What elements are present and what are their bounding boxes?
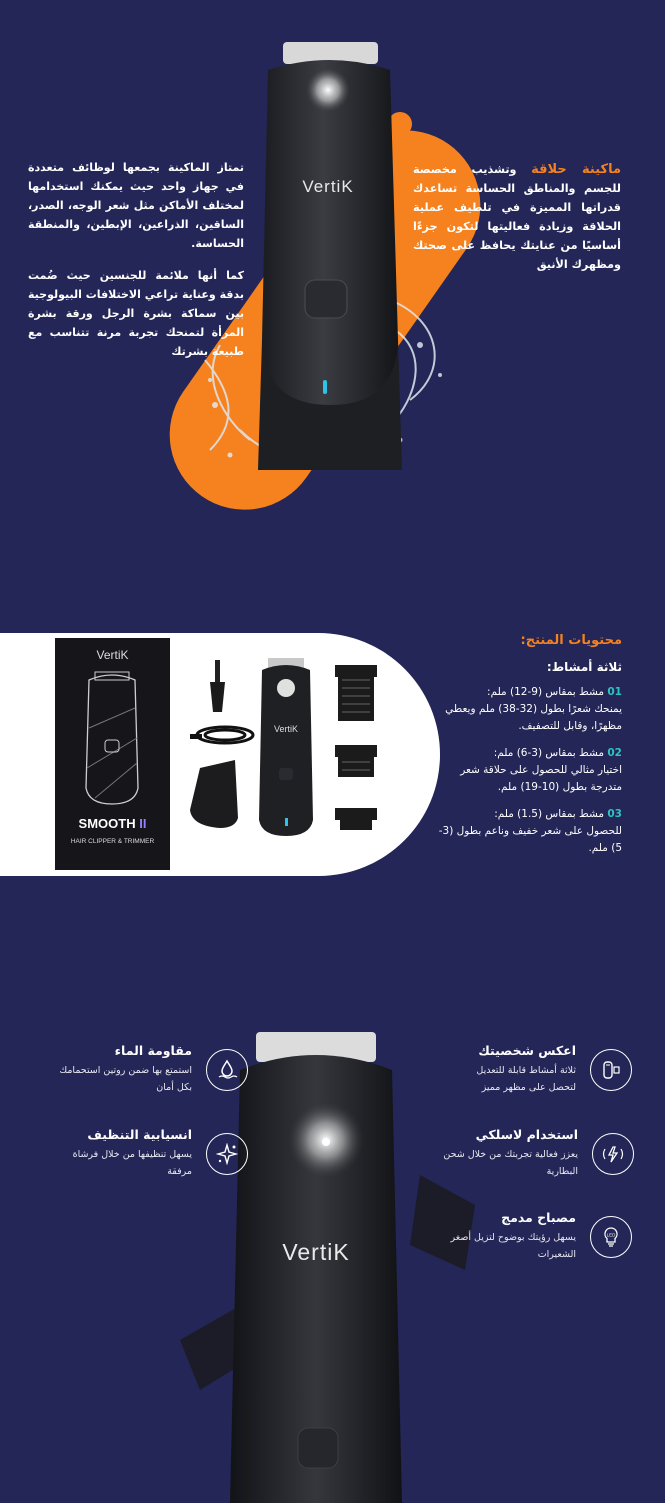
hero-left-para-2: كما أنها ملائمة للجنسين حيث ضُمت بدقة وعناية تراعي الاختلافات البيولوجية بين سماكة بشرة الرجل ورقة بشرة المرأة لتمنحك تجربة مرنة تتناسب مع طبيعة بشرتك (28, 269, 244, 358)
hero-right-text (413, 160, 621, 274)
water-resistance-icon (206, 1049, 248, 1091)
comb-desc-2: اختيار مثالي للحصول على حلاقة شعر متدرجة بطول (10-19) ملم. (460, 764, 622, 793)
comb-desc-3: للحصول على شعر خفيف وناعم بطول (3-5) ملم. (438, 825, 622, 854)
feature-water (52, 1043, 248, 1096)
feature-cleaning-title: انسيابية التنظيف (87, 1127, 192, 1142)
led-label: LED (606, 1232, 616, 1237)
box-subtitle: HAIR CLIPPER & TRIMMER (70, 838, 155, 845)
box-model-suffix: II (139, 816, 147, 831)
features-clipper-brand: VertiK (282, 1239, 350, 1265)
feature-led (448, 1210, 632, 1263)
comb-desc-1: يمنحك شعرًا بطول (32-38) ملم ويعطي مظهرًا، وقابل للتصفيف. (445, 703, 622, 732)
feature-led-title: مصباح مدمج (501, 1210, 576, 1225)
contents-subtitle: ثلاثة أمشاط: (546, 660, 622, 674)
product-box (55, 638, 170, 870)
comb-head-2: مشط بمقاس (3-6) ملم: (493, 747, 605, 759)
accessories-graphic (180, 650, 395, 860)
comb-num-2: 02 (607, 747, 622, 759)
feature-cleaning (52, 1127, 248, 1180)
box-clipper-art (75, 668, 150, 808)
small-clipper-brand: VertiK (273, 724, 299, 734)
feature-water-title: مقاومة الماء (114, 1043, 192, 1058)
contents-title: محتويات المنتج: (520, 633, 622, 648)
hero-right-body: وتشذيب مخصصة للجسم والمناطق الحساسة تساعدك قدراتها المميزة في تلطيف عملية الحلاقة وزيادة فعاليتها لتكون جزءًا أساسيًا من عنايتك يحافظ على صحتك ومظهرك الأنيق (413, 163, 621, 271)
feature-wireless (438, 1127, 634, 1180)
feature-wireless-desc: يعزز فعالية تجربتك من خلال شحن البطارية (443, 1149, 578, 1177)
hero-section (0, 0, 665, 540)
feature-cleaning-desc: يسهل تنظيفها من خلال فرشاة مرفقة (72, 1149, 192, 1177)
comb-item-1 (432, 684, 622, 735)
comb-item-3 (432, 806, 622, 857)
wireless-charging-icon (592, 1133, 634, 1175)
box-brand: VertiK (96, 648, 129, 662)
feature-personality (448, 1043, 632, 1096)
contents-list (432, 633, 622, 857)
comb-num-3: 03 (607, 808, 622, 820)
feature-wireless-title: استخدام لاسلكي (475, 1127, 578, 1142)
trimmer-combs-icon (590, 1049, 632, 1091)
comb-num-1: 01 (607, 686, 622, 698)
power-button (305, 280, 347, 318)
comb-item-2 (432, 745, 622, 796)
clipper-brand: VertiK (302, 177, 354, 196)
box-model-name: SMOOTH (78, 816, 136, 831)
comb-head-3: مشط بمقاس (1.5) ملم: (494, 808, 605, 820)
sparkle-clean-icon (206, 1133, 248, 1175)
hero-left-para-1: تمتاز الماكينة بجمعها لوظائف متعددة في جهاز واحد حيث يمكنك استخدامها لمختلف الأماكن مثل شعر الوجه، الصدر، الساقين، الذراعين، الإبطين، والمنطقة الحساسة. (28, 161, 244, 250)
feature-water-desc: استمتع بها ضمن روتين استحمامك بكل أمان (59, 1065, 192, 1093)
hero-highlight: ماكينة حلاقة (531, 162, 621, 177)
box-model (55, 816, 170, 831)
battery-indicator (323, 380, 327, 394)
led-bulb-icon (590, 1216, 632, 1258)
feature-led-desc: يسهل رؤيتك بوضوح لتزيل أصغر الشعيرات (450, 1232, 576, 1260)
feature-personality-desc: ثلاثة أمشاط قابلة للتعديل لتحصل على مظهر مميز (476, 1065, 576, 1093)
comb-head-1: مشط بمقاس (9-12) ملم: (487, 686, 605, 698)
feature-personality-title: اعكس شخصيتك (478, 1043, 576, 1058)
